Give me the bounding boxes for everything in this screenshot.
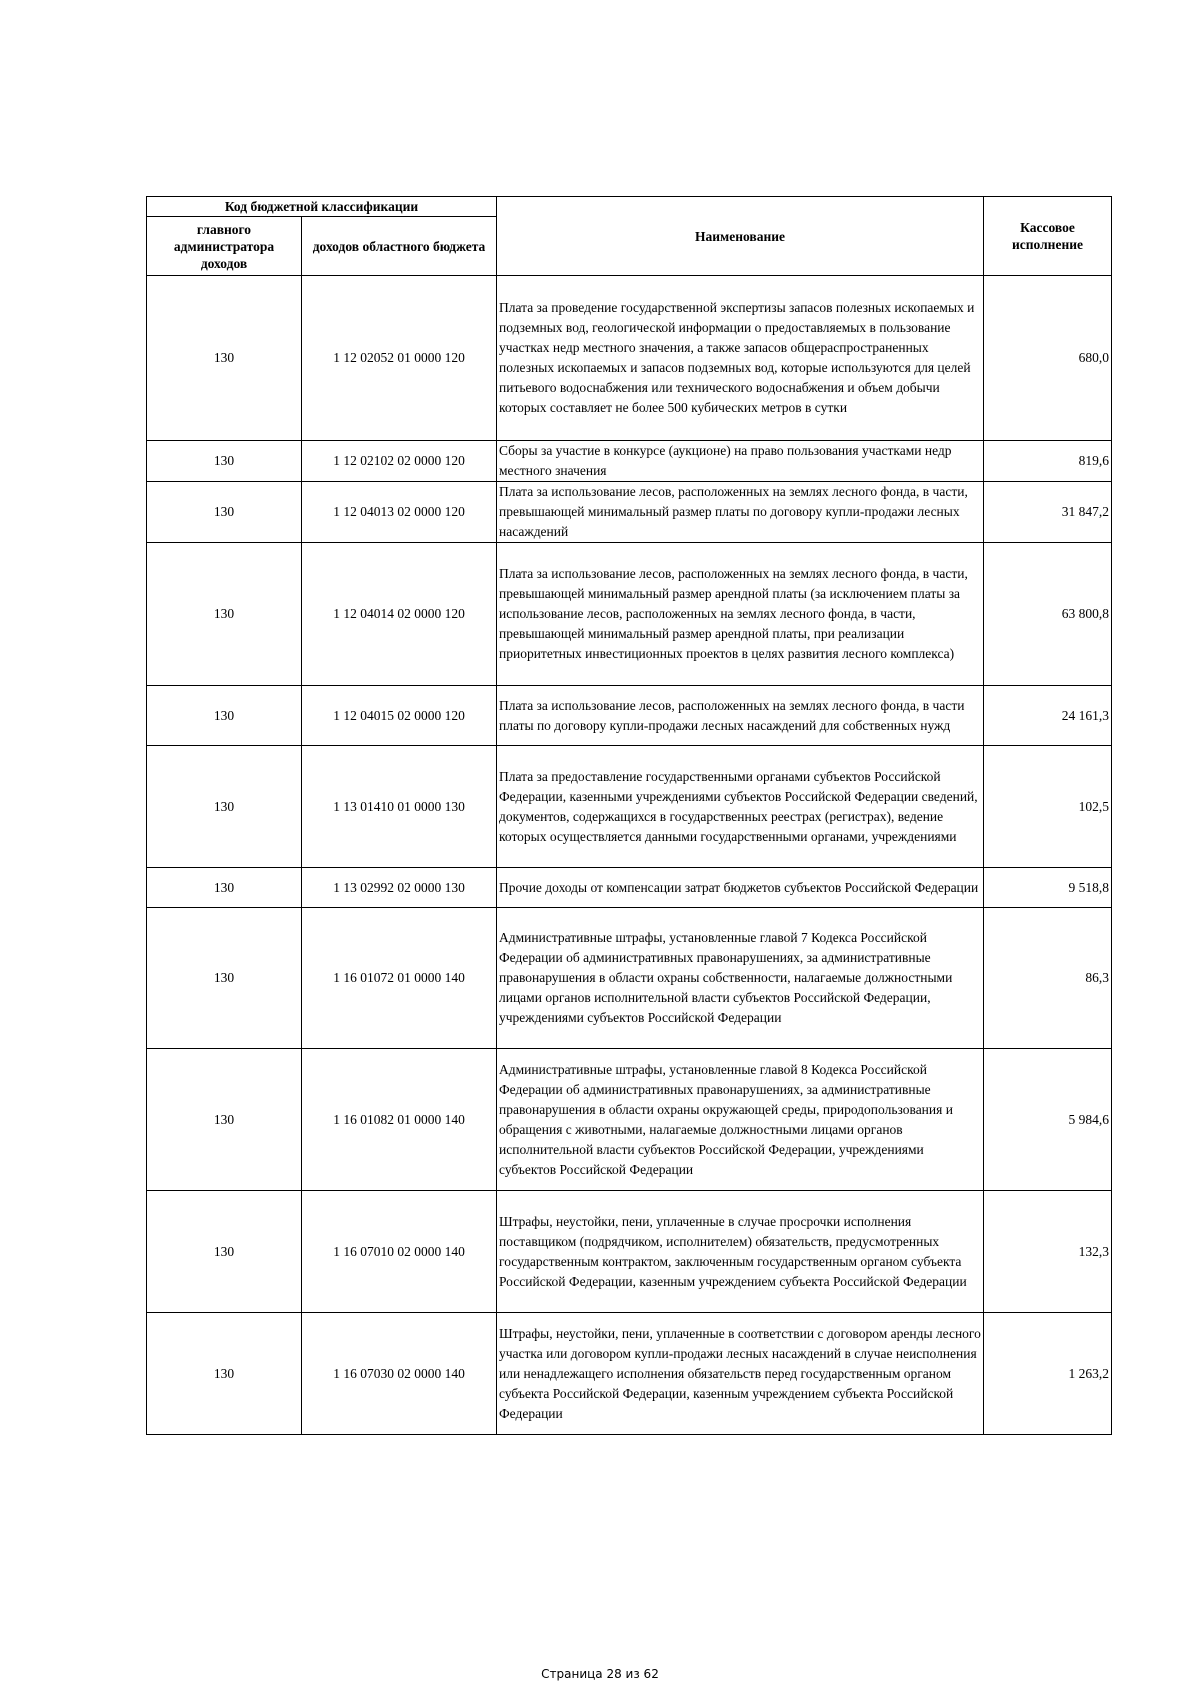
budget-code-cell: 1 13 02992 02 0000 130 [302, 868, 497, 908]
budget-code-cell: 1 16 01082 01 0000 140 [302, 1049, 497, 1191]
admin-code-cell: 130 [147, 1049, 302, 1191]
cash-execution-cell: 1 263,2 [984, 1313, 1112, 1435]
table-row [147, 686, 1112, 746]
cash-execution-cell: 9 518,8 [984, 868, 1112, 908]
header-cash-execution: Кассовое исполнение [984, 197, 1112, 276]
budget-code-cell: 1 12 02102 02 0000 120 [302, 441, 497, 482]
budget-code-cell: 1 12 02052 01 0000 120 [302, 276, 497, 441]
cash-execution-cell: 819,6 [984, 441, 1112, 482]
page-number: Страница 28 из 62 [541, 1667, 659, 1681]
income-name-cell: Плата за использование лесов, расположенных на землях лесного фонда, в части платы по договору купли-продажи лесных насаждений для собственных нужд [497, 686, 984, 746]
budget-revenue-table [146, 196, 1112, 1435]
table-row [147, 482, 1112, 543]
budget-code-cell: 1 16 07030 02 0000 140 [302, 1313, 497, 1435]
income-name-cell: Административные штрафы, установленные главой 8 Кодекса Российской Федерации об административных правонарушениях, за административные правонарушения в области охраны окружающей среды, природопользования и обращения с животными, налагаемые должностными лицами органов исполнительной власти субъектов Российской Федерации, учреждениями субъектов Российской Федерации [497, 1049, 984, 1191]
income-name-cell: Прочие доходы от компенсации затрат бюджетов субъектов Российской Федерации [497, 868, 984, 908]
budget-code-cell: 1 13 01410 01 0000 130 [302, 746, 497, 868]
table-row [147, 1191, 1112, 1313]
income-name-cell: Плата за использование лесов, расположенных на землях лесного фонда, в части, превышающей минимальный размер арендной платы (за исключением платы за использование лесов, расположенных на землях лесного фонда, в части, превышающей минимальный размер арендной платы, при реализации приоритетных инвестиционных проектов в целях развития лесного комплекса) [497, 543, 984, 686]
cash-execution-cell: 102,5 [984, 746, 1112, 868]
admin-code-cell: 130 [147, 543, 302, 686]
income-name-cell: Плата за предоставление государственными органами субъектов Российской Федерации, казенными учреждениями субъектов Российской Федерации сведений, документов, содержащихся в государственных реестрах (регистрах), ведение которых осуществляется данными государственными органами, учреждениями [497, 746, 984, 868]
budget-code-cell: 1 12 04013 02 0000 120 [302, 482, 497, 543]
budget-code-cell: 1 16 07010 02 0000 140 [302, 1191, 497, 1313]
income-name-cell: Плата за использование лесов, расположенных на землях лесного фонда, в части, превышающей минимальный размер платы по договору купли-продажи лесных насаждений [497, 482, 984, 543]
admin-code-cell: 130 [147, 908, 302, 1049]
cash-execution-cell: 680,0 [984, 276, 1112, 441]
cash-execution-cell: 31 847,2 [984, 482, 1112, 543]
header-regional-budget-income: доходов областного бюджета [302, 217, 497, 276]
admin-code-cell: 130 [147, 441, 302, 482]
income-name-cell: Административные штрафы, установленные главой 7 Кодекса Российской Федерации об административных правонарушениях, за административные правонарушения в области охраны собственности, налагаемые должностными лицами органов исполнительной власти субъектов Российской Федерации, учреждениями субъектов Российской Федерации [497, 908, 984, 1049]
header-name: Наименование [497, 197, 984, 276]
cash-execution-cell: 63 800,8 [984, 543, 1112, 686]
table-row [147, 868, 1112, 908]
income-name-cell: Штрафы, неустойки, пени, уплаченные в случае просрочки исполнения поставщиком (подрядчиком, исполнителем) обязательств, предусмотренных государственным контрактом, заключенным государственным органом субъекта Российской Федерации, казенным учреждением субъекта Российской Федерации [497, 1191, 984, 1313]
budget-code-cell: 1 12 04015 02 0000 120 [302, 686, 497, 746]
income-name-cell: Сборы за участие в конкурсе (аукционе) на право пользования участками недр местного значения [497, 441, 984, 482]
table-row [147, 276, 1112, 441]
admin-code-cell: 130 [147, 276, 302, 441]
admin-code-cell: 130 [147, 1313, 302, 1435]
admin-code-cell: 130 [147, 482, 302, 543]
admin-code-cell: 130 [147, 868, 302, 908]
admin-code-cell: 130 [147, 686, 302, 746]
header-budget-classification-code: Код бюджетной классификации [147, 197, 497, 217]
table-row [147, 543, 1112, 686]
table-body [147, 276, 1112, 1435]
cash-execution-cell: 24 161,3 [984, 686, 1112, 746]
cash-execution-cell: 132,3 [984, 1191, 1112, 1313]
admin-code-cell: 130 [147, 746, 302, 868]
income-name-cell: Плата за проведение государственной экспертизы запасов полезных ископаемых и подземных вод, геологической информации о предоставляемых в пользование участках недр местного значения, а также запасов общераспространенных полезных ископаемых и запасов подземных вод, которые используются для целей питьевого водоснабжения или технического водоснабжения и объем добычи которых составляет не более 500 кубических метров в сутки [497, 276, 984, 441]
cash-execution-cell: 86,3 [984, 908, 1112, 1049]
budget-code-cell: 1 12 04014 02 0000 120 [302, 543, 497, 686]
admin-code-cell: 130 [147, 1191, 302, 1313]
table-row [147, 746, 1112, 868]
table-row [147, 1049, 1112, 1191]
income-name-cell: Штрафы, неустойки, пени, уплаченные в соответствии с договором аренды лесного участка или договором купли-продажи лесных насаждений в случае неисполнения или ненадлежащего исполнения обязательств перед государственным органом субъекта Российской Федерации, казенным учреждением субъекта Российской Федерации [497, 1313, 984, 1435]
cash-execution-cell: 5 984,6 [984, 1049, 1112, 1191]
table-row [147, 1313, 1112, 1435]
table-row [147, 908, 1112, 1049]
header-chief-administrator: главного администратора доходов [147, 217, 302, 276]
table-row [147, 441, 1112, 482]
budget-code-cell: 1 16 01072 01 0000 140 [302, 908, 497, 1049]
